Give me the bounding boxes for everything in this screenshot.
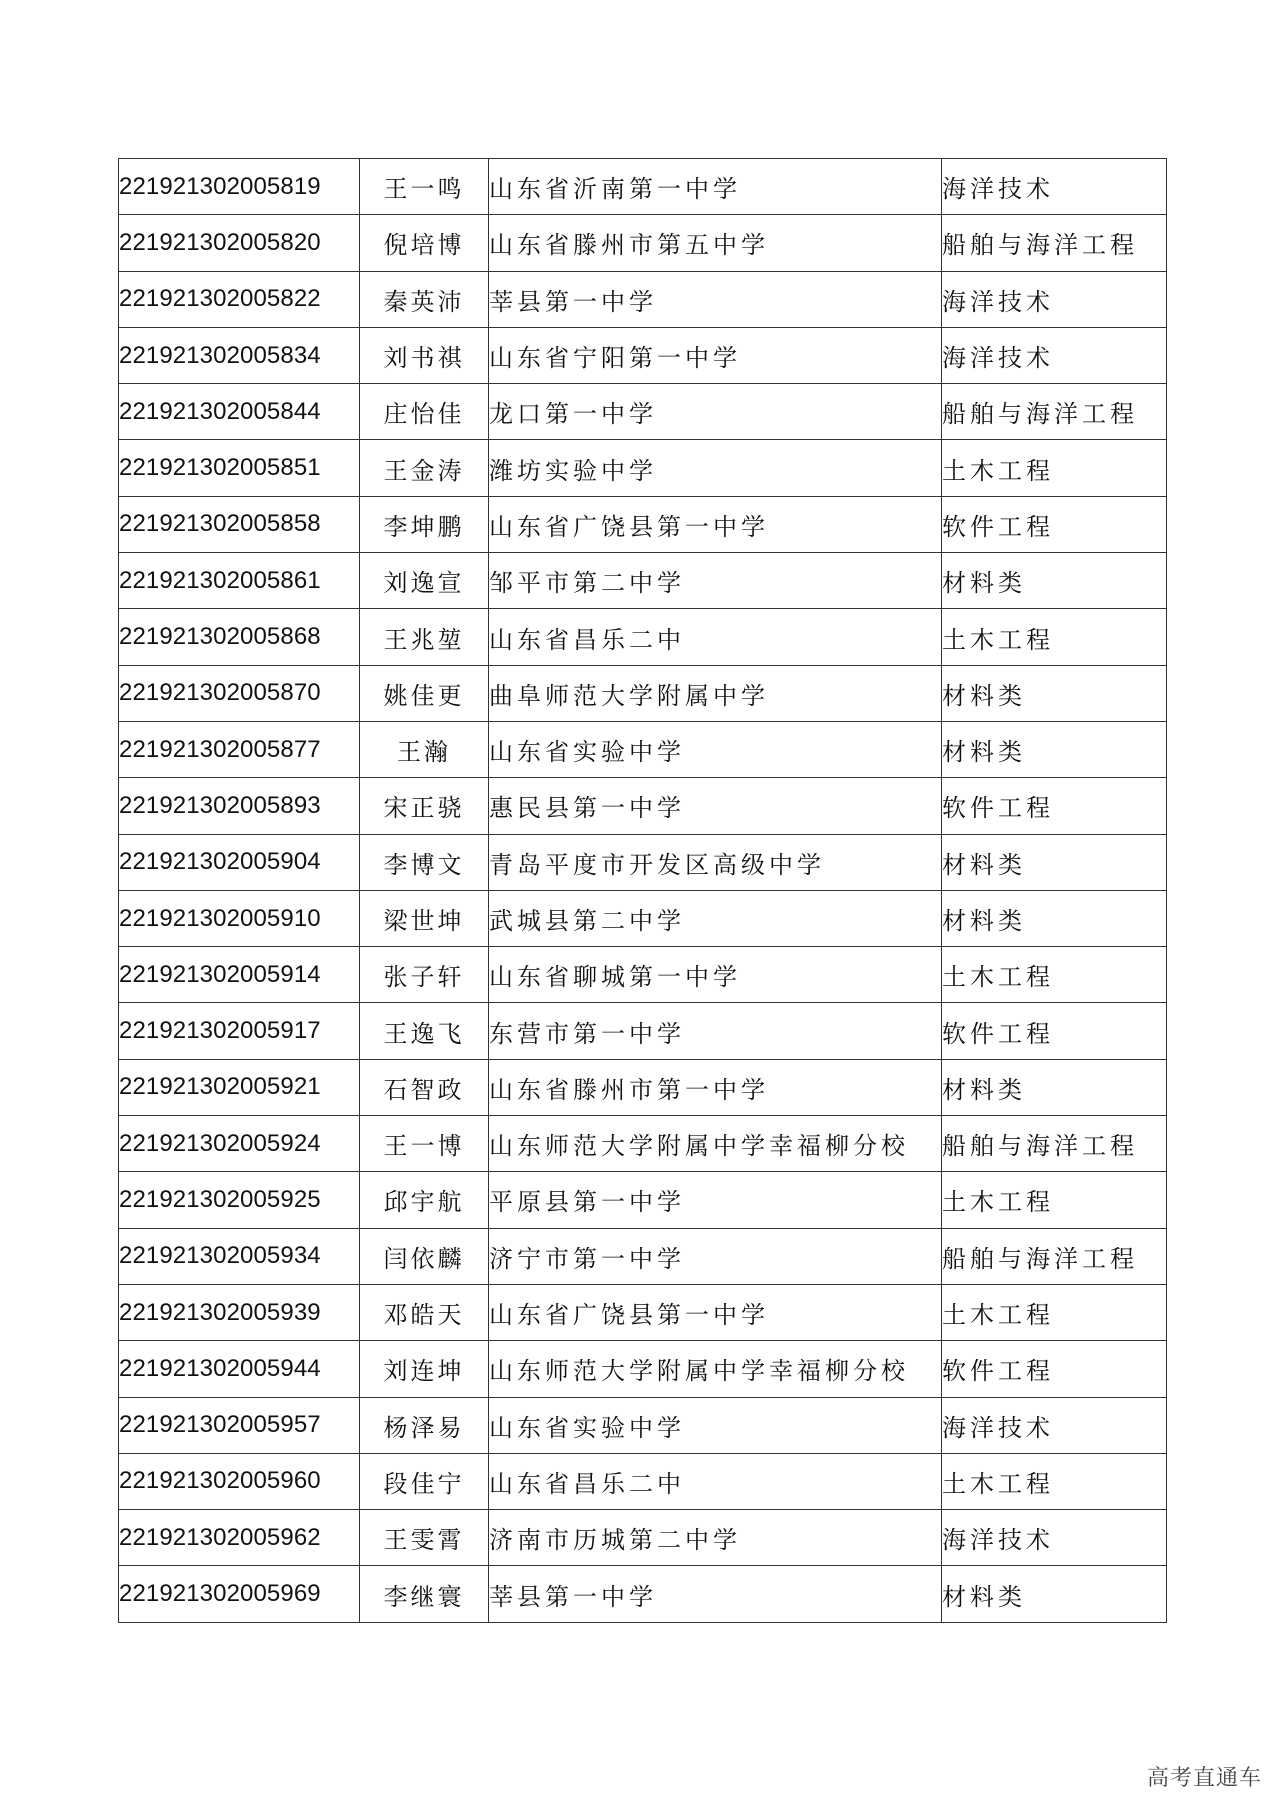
table-row [119,327,1167,383]
student-name-cell: 王一鸣 [360,159,489,215]
major-cell: 船舶与海洋工程 [942,215,1167,271]
school-name-cell: 青岛平度市开发区高级中学 [489,834,942,890]
major-cell: 海洋技术 [942,327,1167,383]
major-cell: 海洋技术 [942,159,1167,215]
table-row [119,440,1167,496]
student-id-cell: 221921302005904 [119,834,360,890]
school-name-cell: 山东省广饶县第一中学 [489,1284,942,1340]
major-cell: 材料类 [942,834,1167,890]
student-id-cell: 221921302005910 [119,890,360,946]
table-row [119,496,1167,552]
table-row [119,834,1167,890]
table-row [119,215,1167,271]
student-name-cell: 秦英沛 [360,271,489,327]
school-name-cell: 曲阜师范大学附属中学 [489,665,942,721]
major-cell: 土木工程 [942,1284,1167,1340]
student-name-cell: 邓皓天 [360,1284,489,1340]
roster-table-body [119,159,1167,1623]
school-name-cell: 山东师范大学附属中学幸福柳分校 [489,1341,942,1397]
student-name-cell: 倪培博 [360,215,489,271]
school-name-cell: 东营市第一中学 [489,1003,942,1059]
major-cell: 船舶与海洋工程 [942,384,1167,440]
table-row [119,609,1167,665]
major-cell: 土木工程 [942,609,1167,665]
student-id-cell: 221921302005851 [119,440,360,496]
student-id-cell: 221921302005939 [119,1284,360,1340]
student-name-cell: 刘书祺 [360,327,489,383]
school-name-cell: 山东省广饶县第一中学 [489,496,942,552]
student-name-cell: 闫依麟 [360,1228,489,1284]
student-id-cell: 221921302005921 [119,1059,360,1115]
student-id-cell: 221921302005917 [119,1003,360,1059]
school-name-cell: 山东省滕州市第五中学 [489,215,942,271]
major-cell: 船舶与海洋工程 [942,1116,1167,1172]
student-name-cell: 刘逸宣 [360,553,489,609]
table-row [119,1566,1167,1622]
student-name-cell: 梁世坤 [360,890,489,946]
student-name-cell: 张子轩 [360,947,489,1003]
student-name-cell: 王逸飞 [360,1003,489,1059]
school-name-cell: 龙口第一中学 [489,384,942,440]
student-name-cell: 宋正骁 [360,778,489,834]
student-name-cell: 王瀚 [360,721,489,777]
major-cell: 海洋技术 [942,271,1167,327]
school-name-cell: 邹平市第二中学 [489,553,942,609]
major-cell: 海洋技术 [942,1397,1167,1453]
major-cell: 土木工程 [942,440,1167,496]
major-cell: 船舶与海洋工程 [942,1228,1167,1284]
major-cell: 软件工程 [942,1341,1167,1397]
table-row [119,1172,1167,1228]
watermark-text: 高考直通车 [1146,1766,1262,1791]
school-name-cell: 山东省实验中学 [489,1397,942,1453]
student-name-cell: 杨泽易 [360,1397,489,1453]
student-id-cell: 221921302005822 [119,271,360,327]
student-id-cell: 221921302005925 [119,1172,360,1228]
school-name-cell: 山东师范大学附属中学幸福柳分校 [489,1116,942,1172]
admission-roster-table [118,158,1167,1623]
table-row [119,947,1167,1003]
student-id-cell: 221921302005893 [119,778,360,834]
table-row [119,778,1167,834]
student-id-cell: 221921302005960 [119,1453,360,1509]
table-row [119,1003,1167,1059]
school-name-cell: 平原县第一中学 [489,1172,942,1228]
table-row [119,890,1167,946]
student-id-cell: 221921302005969 [119,1566,360,1622]
table-row [119,1397,1167,1453]
school-name-cell: 惠民县第一中学 [489,778,942,834]
student-name-cell: 王雯霄 [360,1510,489,1566]
major-cell: 材料类 [942,721,1167,777]
student-name-cell: 李继寰 [360,1566,489,1622]
major-cell: 材料类 [942,1566,1167,1622]
table-row [119,1059,1167,1115]
major-cell: 软件工程 [942,496,1167,552]
student-name-cell: 王一博 [360,1116,489,1172]
student-name-cell: 王兆堃 [360,609,489,665]
student-id-cell: 221921302005914 [119,947,360,1003]
major-cell: 材料类 [942,665,1167,721]
student-name-cell: 石智政 [360,1059,489,1115]
student-id-cell: 221921302005858 [119,496,360,552]
student-name-cell: 段佳宁 [360,1453,489,1509]
major-cell: 海洋技术 [942,1510,1167,1566]
school-name-cell: 山东省昌乐二中 [489,609,942,665]
student-name-cell: 王金涛 [360,440,489,496]
table-row [119,721,1167,777]
major-cell: 材料类 [942,890,1167,946]
major-cell: 软件工程 [942,778,1167,834]
table-row [119,1453,1167,1509]
school-name-cell: 山东省聊城第一中学 [489,947,942,1003]
table-row [119,1510,1167,1566]
school-name-cell: 山东省实验中学 [489,721,942,777]
school-name-cell: 莘县第一中学 [489,1566,942,1622]
school-name-cell: 山东省沂南第一中学 [489,159,942,215]
major-cell: 材料类 [942,1059,1167,1115]
student-name-cell: 李坤鹏 [360,496,489,552]
student-id-cell: 221921302005820 [119,215,360,271]
table-row [119,159,1167,215]
student-id-cell: 221921302005962 [119,1510,360,1566]
table-row [119,271,1167,327]
school-name-cell: 山东省滕州市第一中学 [489,1059,942,1115]
table-row [119,665,1167,721]
major-cell: 材料类 [942,553,1167,609]
student-id-cell: 221921302005877 [119,721,360,777]
major-cell: 土木工程 [942,1172,1167,1228]
school-name-cell: 莘县第一中学 [489,271,942,327]
table-row [119,1284,1167,1340]
major-cell: 软件工程 [942,1003,1167,1059]
student-name-cell: 刘连坤 [360,1341,489,1397]
school-name-cell: 武城县第二中学 [489,890,942,946]
student-id-cell: 221921302005834 [119,327,360,383]
table-row [119,1228,1167,1284]
student-name-cell: 姚佳更 [360,665,489,721]
student-id-cell: 221921302005957 [119,1397,360,1453]
student-name-cell: 李博文 [360,834,489,890]
school-name-cell: 山东省宁阳第一中学 [489,327,942,383]
student-id-cell: 221921302005861 [119,553,360,609]
school-name-cell: 济宁市第一中学 [489,1228,942,1284]
table-row [119,553,1167,609]
table-row [119,1116,1167,1172]
student-id-cell: 221921302005870 [119,665,360,721]
student-name-cell: 邱宇航 [360,1172,489,1228]
student-name-cell: 庄怡佳 [360,384,489,440]
student-id-cell: 221921302005819 [119,159,360,215]
school-name-cell: 潍坊实验中学 [489,440,942,496]
school-name-cell: 山东省昌乐二中 [489,1453,942,1509]
student-id-cell: 221921302005924 [119,1116,360,1172]
student-id-cell: 221921302005934 [119,1228,360,1284]
student-id-cell: 221921302005844 [119,384,360,440]
school-name-cell: 济南市历城第二中学 [489,1510,942,1566]
major-cell: 土木工程 [942,1453,1167,1509]
student-id-cell: 221921302005944 [119,1341,360,1397]
table-row [119,384,1167,440]
student-id-cell: 221921302005868 [119,609,360,665]
table-row [119,1341,1167,1397]
major-cell: 土木工程 [942,947,1167,1003]
